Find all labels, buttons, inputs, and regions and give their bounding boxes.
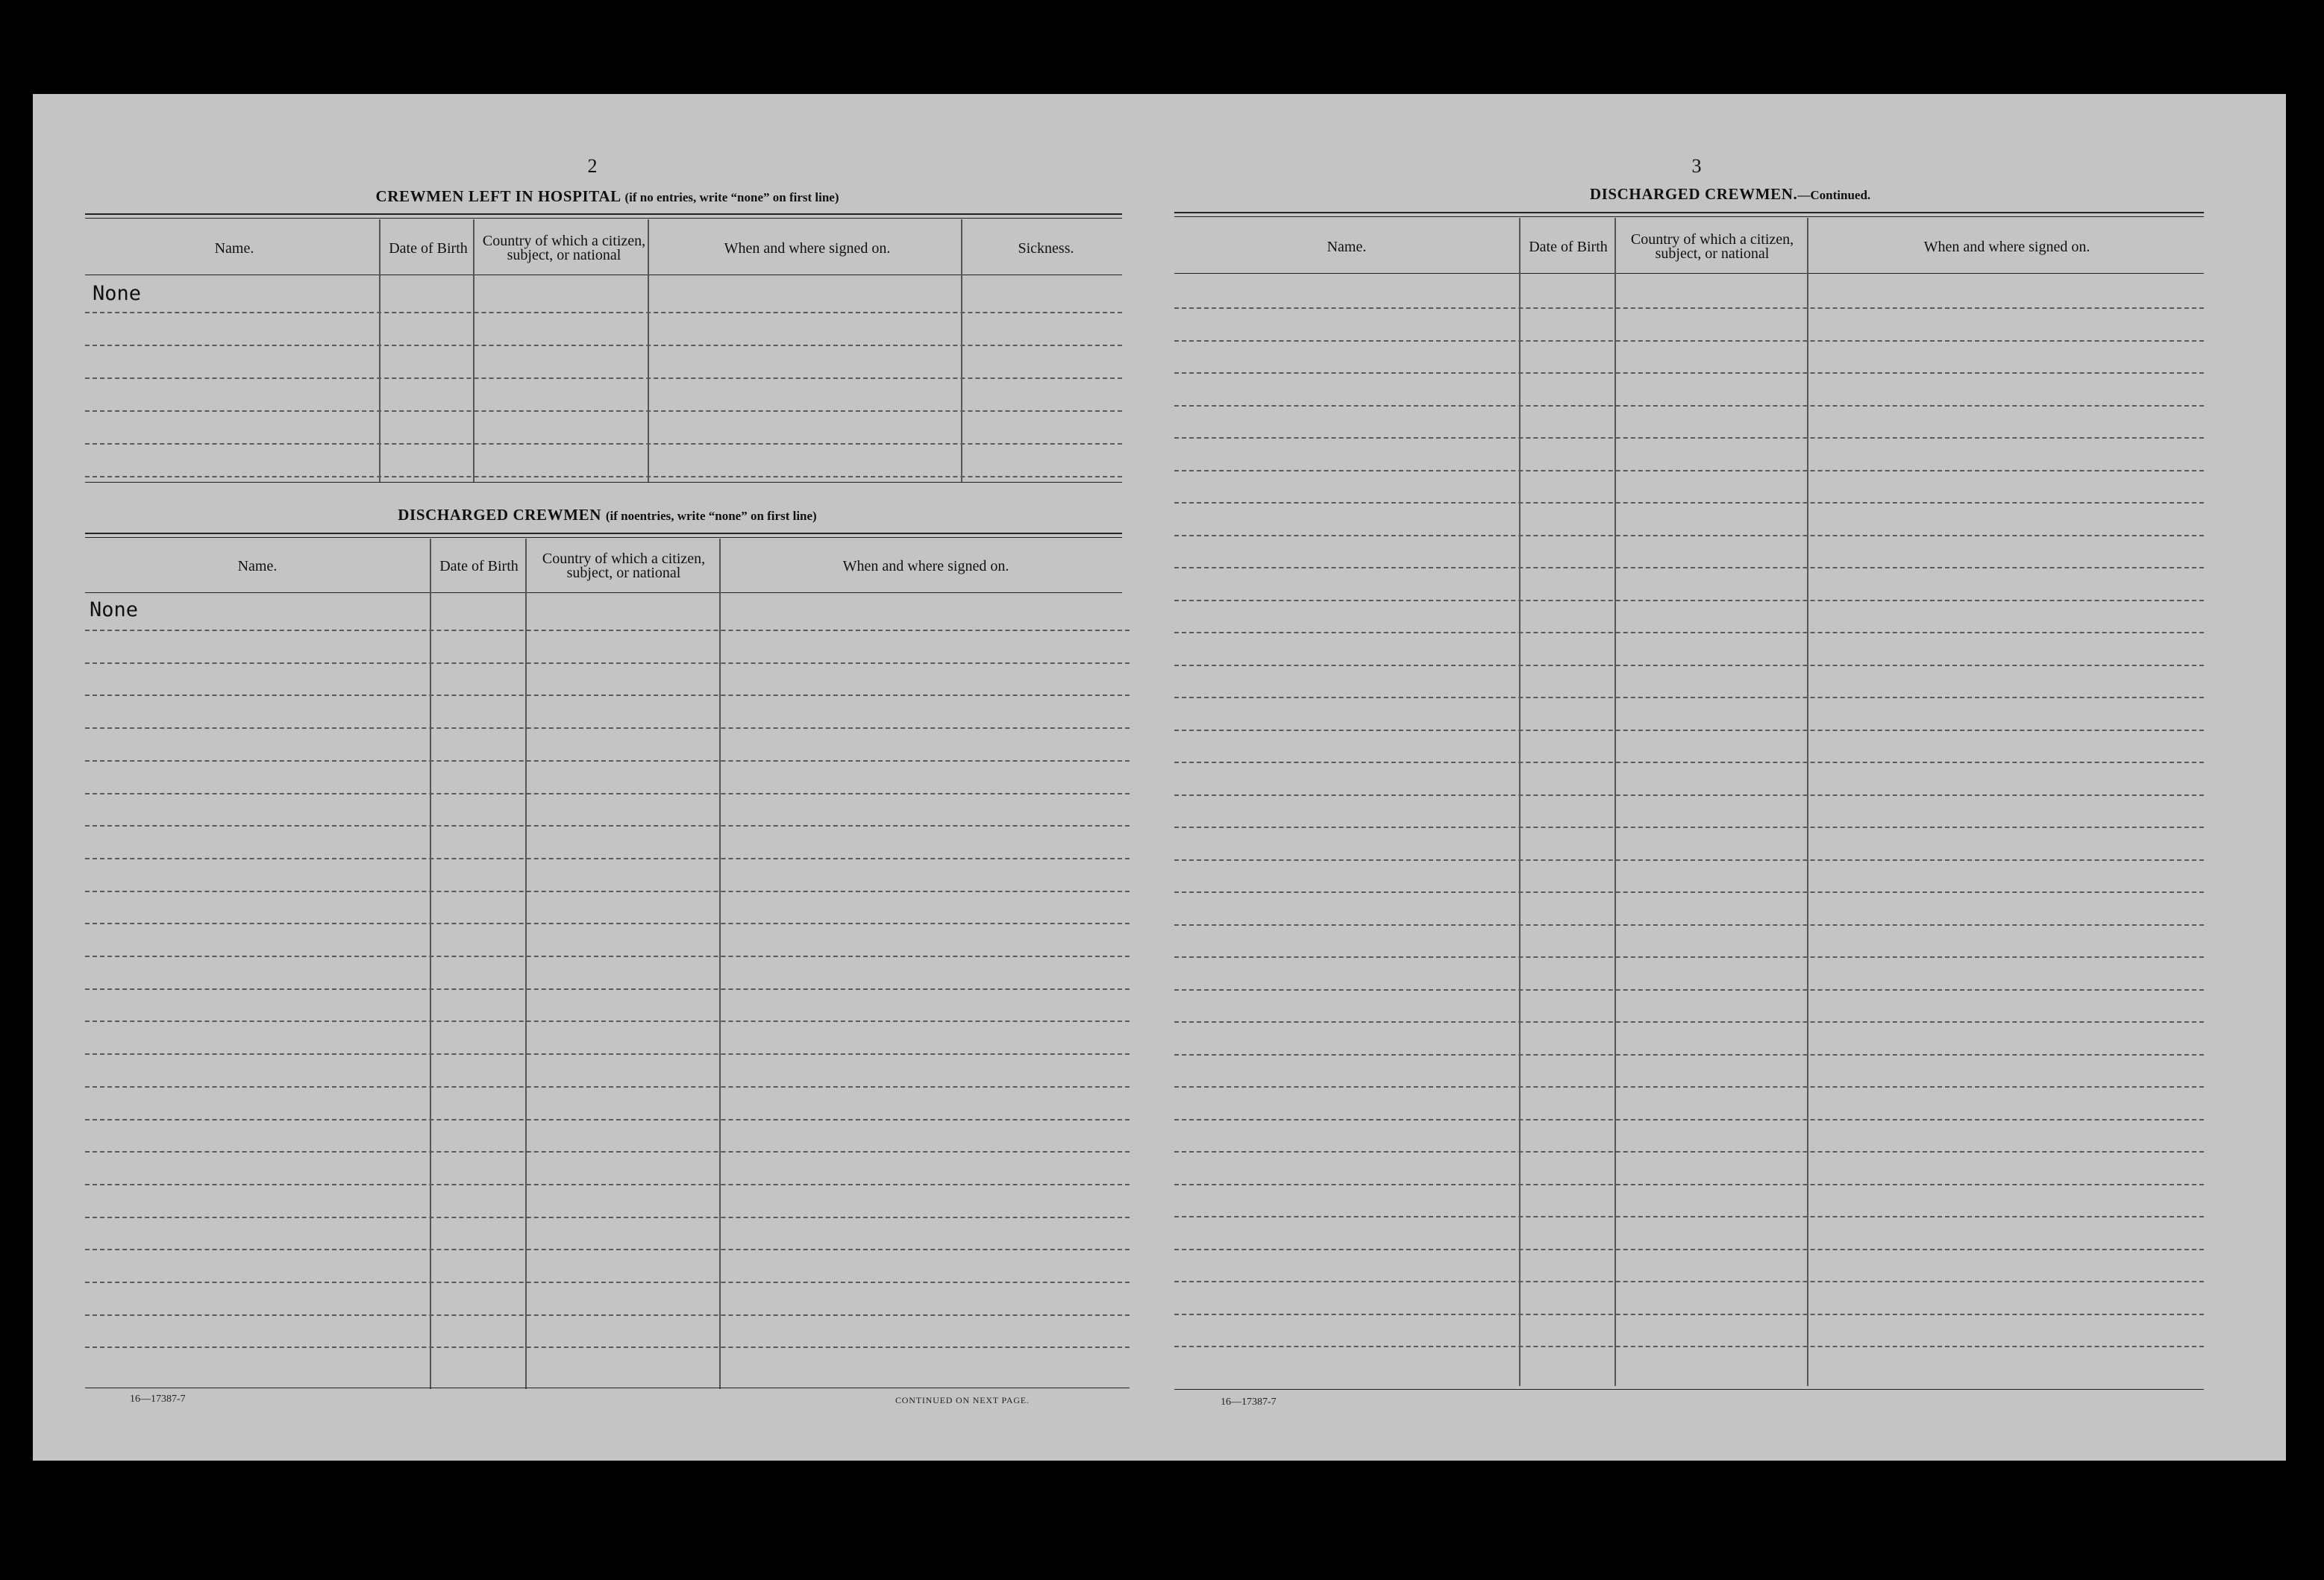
entry-line xyxy=(1174,567,2204,568)
divider xyxy=(1174,212,2204,213)
column-divider xyxy=(430,539,431,1389)
entry-line xyxy=(1174,307,2204,309)
hospital-title: CREWMEN LEFT IN HOSPITAL xyxy=(375,187,621,205)
column-divider xyxy=(1807,218,1808,1386)
divider xyxy=(85,537,1122,538)
table-bottom-rule xyxy=(1174,1389,2204,1390)
column-header-birth: Date of Birth xyxy=(389,239,468,257)
entry-line xyxy=(1174,1054,2204,1056)
form-sheet xyxy=(33,94,2286,1461)
entry-line xyxy=(85,793,1130,794)
entry-line xyxy=(85,1314,1130,1316)
entry-line xyxy=(85,923,1130,924)
column-header-birth: Date of Birth xyxy=(1529,238,1608,255)
column-header-name: Name. xyxy=(1327,238,1367,255)
entry-line xyxy=(85,443,1122,445)
form-code: 16—17387-7 xyxy=(130,1394,186,1405)
entry-line xyxy=(1174,762,2204,763)
entry-line xyxy=(85,727,1130,729)
entry-line xyxy=(85,345,1122,346)
entry-line xyxy=(85,476,1122,477)
entry-line xyxy=(85,662,1130,664)
column-header-country: Country of which a citizen, subject, or national xyxy=(542,551,706,581)
entry-line xyxy=(85,1217,1130,1218)
right-title: DISCHARGED CREWMEN. xyxy=(1589,185,1798,203)
hospital-note: (if no entries, write “none” on first line) xyxy=(624,190,839,204)
column-header-name: Name. xyxy=(214,239,254,257)
entry-line xyxy=(1174,1281,2204,1282)
entry-line xyxy=(85,410,1122,412)
entry-line xyxy=(85,312,1122,313)
entry-line xyxy=(1174,1314,2204,1315)
entry-line xyxy=(85,1282,1130,1283)
page-number: 3 xyxy=(1691,155,1702,177)
entry-line xyxy=(1174,1021,2204,1023)
entry-line xyxy=(85,760,1130,762)
entry-line xyxy=(85,1184,1130,1185)
entry-line xyxy=(1174,632,2204,633)
entry-line xyxy=(1174,924,2204,926)
column-divider xyxy=(1614,218,1616,1386)
entry-line xyxy=(1174,1086,2204,1088)
page-number: 2 xyxy=(587,155,598,177)
column-header-name: Name. xyxy=(237,557,278,574)
entry-line xyxy=(1174,437,2204,439)
entry-line xyxy=(1174,794,2204,796)
column-divider xyxy=(719,539,721,1389)
entry-line xyxy=(1174,1184,2204,1185)
column-header-country: Country of which a citizen, subject, or national xyxy=(482,233,646,263)
left-page xyxy=(33,94,1130,1461)
entry-line xyxy=(85,1249,1130,1250)
entry-line xyxy=(1174,470,2204,471)
entry-line xyxy=(1174,697,2204,698)
entry-line xyxy=(1174,340,2204,342)
entry-line xyxy=(85,1119,1130,1120)
divider xyxy=(85,218,1122,219)
discharged-section-heading xyxy=(85,506,1130,524)
header-underline xyxy=(1174,273,2204,274)
column-header-sickness: Sickness. xyxy=(1018,239,1074,257)
entry-line xyxy=(85,988,1130,990)
column-header-signed-on: When and where signed on. xyxy=(724,239,891,257)
entry-line xyxy=(85,956,1130,957)
entry-line xyxy=(1174,891,2204,893)
divider xyxy=(85,533,1122,534)
entry-line xyxy=(85,1086,1130,1088)
entry-line xyxy=(1174,730,2204,731)
header-underline xyxy=(85,592,1122,593)
entry-line xyxy=(1174,502,2204,504)
column-header-signed-on: When and where signed on. xyxy=(842,557,1009,574)
entry-line xyxy=(85,377,1122,379)
entry-line xyxy=(85,1021,1130,1022)
entry-line xyxy=(85,630,1130,631)
entry-line xyxy=(1174,600,2204,601)
section-end-rule xyxy=(85,482,1122,483)
column-divider xyxy=(1519,218,1520,1386)
entry-line xyxy=(1174,859,2204,861)
entry-line xyxy=(1174,1346,2204,1347)
hospital-entry-first: None xyxy=(93,282,142,305)
column-header-signed-on: When and where signed on. xyxy=(1923,238,2090,255)
entry-line xyxy=(85,858,1130,859)
column-divider xyxy=(525,539,527,1389)
continued-note: CONTINUED ON NEXT PAGE. xyxy=(895,1395,1030,1405)
entry-line xyxy=(1174,989,2204,991)
entry-line xyxy=(1174,1119,2204,1120)
right-title-suffix: —Continued. xyxy=(1797,188,1871,202)
entry-line xyxy=(85,1053,1130,1055)
entry-line xyxy=(85,825,1130,827)
entry-line xyxy=(85,1347,1130,1348)
discharged-title: DISCHARGED CREWMEN xyxy=(398,506,602,524)
entry-line xyxy=(1174,1216,2204,1217)
divider xyxy=(85,213,1122,215)
right-page xyxy=(1174,94,2286,1461)
divider xyxy=(1174,216,2204,217)
entry-line xyxy=(1174,956,2204,958)
entry-line xyxy=(1174,535,2204,536)
entry-line xyxy=(1174,1151,2204,1153)
right-section-title xyxy=(1219,185,2241,204)
entry-line xyxy=(1174,665,2204,666)
discharged-entry-first: None xyxy=(90,598,139,621)
entry-line xyxy=(1174,1249,2204,1250)
column-header-birth: Date of Birth xyxy=(439,557,519,574)
form-code: 16—17387-7 xyxy=(1221,1396,1277,1408)
entry-line xyxy=(1174,405,2204,407)
column-header-country: Country of which a citizen, subject, or national xyxy=(1630,231,1794,262)
discharged-note: (if noentries, write “none” on first line) xyxy=(605,509,817,523)
entry-line xyxy=(85,891,1130,892)
entry-line xyxy=(1174,372,2204,374)
entry-line xyxy=(1174,827,2204,828)
entry-line xyxy=(85,1151,1130,1153)
entry-line xyxy=(85,695,1130,696)
hospital-section-title xyxy=(85,187,1130,206)
